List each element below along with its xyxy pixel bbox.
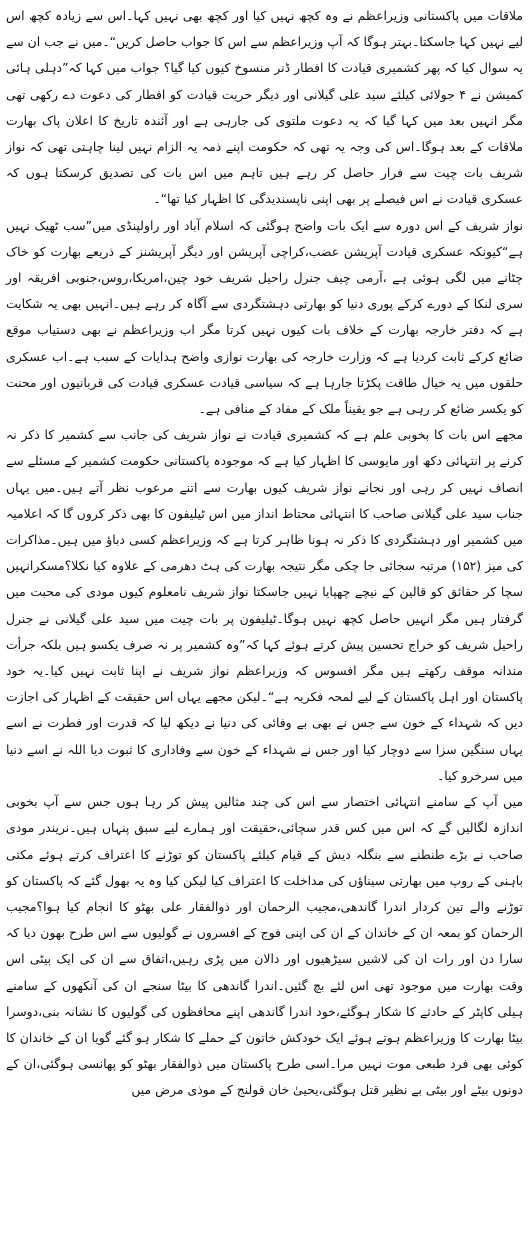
- article-paragraph-1: ملاقات میں پاکستانی وزیراعظم نے وہ کچھ نہیں کیا اور کچھ بھی نہیں کہا۔اس سے زیادہ کچھ اس لیے نہیں کہا جاسکتا۔بہتر ہوگا کہ آپ وزیراعظم سے اس کا جواب حاصل کریں“۔میں نے جب ان سے یہ سوال کیا کہ پھر کشمیری قیادت کا افطار ڈنر منسوخ کیوں کیا گیا؟ جواب میں کہا کہ”دہلی ہائی کمیشن نے ۴ جولائی کیلئے سید علی گیلانی اور دیگر حریت قیادت کو افطار کی دعوت دے رکھی تھی مگر انہیں بعد میں کہا گیا کہ یہ دعوت ملتوی کی جارہی ہے اور آئندہ تاریخ کا اعلان پاک بھارت ملاقات کے بعد ہوگا۔اس کی وجہ یہ تھی کہ حکومت اپنے ذمہ یہ الزام نہیں لینا چاہتی تھی کہ نواز شریف بات چیت سے فرار حاصل کر رہے ہیں تاہم میں اس بات کی تصدیق کرسکتا ہوں کہ عسکری قیادت نے اس فیصلے پر بھی اپنی ناپسندیدگی کا اظہار کیا تھا“۔: [6, 8, 523, 207]
- article-paragraph-4: میں آپ کے سامنے انتہائی اختصار سے اس کی چند مثالیں پیش کر رہا ہوں جس سے آپ بخوبی اندازہ لگالیں گے کہ اس میں کس قدر سچائی،حقیقت اور ہمارے لیے سبق پنہاں ہیں۔نریندر مودی صاحب نے بڑے طنطنے سے بنگلہ دیش کے قیام کیلئے پاکستان کو توڑنے کا اعتراف کرتے ہوئے مکتی باہنی کے روپ میں بھارتی سیناؤں کی مداخلت کا اعتراف کیا لیکن کیا وہ یہ بھول گئے کہ پاکستان کو توڑنے والے تین کردار اندرا گاندھی،مجیب الرحمان اور ذوالفقار علی بھٹو کا انجام کیا ہوا؟مجیب الرحمان کو بمعہ ان کے خاندان کے ان کی اپنی فوج کے افسروں نے گولیوں سے اس طرح بھون دیا کہ سارا دن اور رات ان کی لاشیں سیڑھیوں اور دالان میں پڑی رہیں،اتفاق سے ان کی ایک بیٹی اس وقت بھارت میں موجود تھی اس لئے بچ گئیں۔اندرا گاندھی کا بیٹا سنجے ان کی آنکھوں کے سامنے ہیلی کاپٹر کے حادثے کا شکار ہوگئے،خود اندرا گاندھی اپنے محافظوں کی گولیوں کا نشانہ بنی،دوسرا بیٹا بھارت کا وزیراعظم ہوتے ہوئے ایک خودکش خاتون کے حملے کا شکار ہو گئے گویا ان کے خاندان کا کوئی بھی فرد طبعی موت نہیں مرا۔اسی طرح پاکستان میں ذوالفقار بھٹو کو پھانسی ہوگئی،ان کے دونوں بیٹے اور بیٹی بے نظیر قتل ہوگئی،یحییٰ خان قولنج کے موذی مرض میں: [6, 794, 523, 1098]
- article-paragraph-3: مجھے اس بات کا بخوبی علم ہے کہ کشمیری قیادت نے نواز شریف کی جانب سے کشمیر کا ذکر نہ کرنے پر انتہائی دکھ اور مایوسی کا اظہار کیا ہے کہ موجودہ پاکستانی حکومت کشمیر کے مسئلے سے انصاف نہیں کر رہی اور نجانے نواز شریف کیوں بھارت سے اتنے مرعوب نظر آتے ہیں۔میں یہاں جناب سید علی گیلانی صاحب کا انتہائی محتاط انداز میں اس ٹیلیفون کا بھی ذکر کروں گا کہ اعلامیہ میں کشمیر اور دہشتگردی کا ذکر نہ ہونا ظاہر کرتا ہے کہ وزیراعظم کسی دباؤ میں ہیں۔مذاکرات کی میز (۱۵۲) مرتبہ سجائی جا چکی مگر نتیجہ بھارت کی ہٹ دھرمی کے علاوہ کیا نکلا؟مسکرانہیں سچا کر حقائق کو قالین کے نیچے چھپایا نہیں جاسکتا نواز شریف نامعلوم کیوں مودی کی محبت میں گرفتار ہیں مگر انہیں حاصل کچھ نہیں ہوگا۔ٹیلیفون پر بات چیت میں سید علی گیلانی نے جنرل راحیل شریف کو خراج تحسین پیش کرتے ہوئے کہا کہ”وہ کشمیر پر نہ صرف یکسو ہیں بلکہ جرأت مندانہ موقف رکھتے ہیں مگر افسوس کہ وزیراعظم نواز شریف نے اپنا ثابت نہیں کیا۔یہ خود پاکستان اور اہل پاکستان کے لیے لمحہ فکریہ ہے“۔لیکن مجھے یہاں اس حقیقت کے اظہار کی اجازت دیں کہ شہداء کے خون سے جس نے بھی بے وفائی کی دنیا نے دیکھ لیا کہ قدرت اور فطرت نے اسے یہاں سنگین سزا سے دوچار کیا اور جس نے شہداء کے خون سے وفاداری کا ثبوت دیا اللہ نے اسے دنیا میں سرخرو کیا۔: [6, 427, 523, 783]
- article-paragraph-2: نواز شریف کے اس دورہ سے ایک بات واضح ہوگئی کہ اسلام آباد اور راولپنڈی میں”سب ٹھیک نہیں ہے“کیونکہ عسکری قیادت آپریشن عضب،کراچی آپریشن اور دیگر آپریشنز کے ذریعے بھارت کو خاک چٹانے میں لگی ہوئی ہے ،آرمی چیف جنرل راحیل شریف خود چین،امریکا،روس،جنوبی افریقہ اور سری لنکا کے دورے کرکے پوری دنیا کو بھارتی دہشتگردی سے آگاہ کر رہے ہیں۔انہیں بھی یہ شکایت ہے کہ دفتر خارجہ بھارت کے خلاف بات کیوں نہیں کرتا مگر اب وزیراعظم نے بھی دستیاب موقع ضائع کرکے ثابت کردیا ہے کہ وزارت خارجہ کی بھارت نوازی واضح ہدایات کے سبب ہے۔اب عسکری حلقوں میں یہ خیال طاقت پکڑتا جارہا ہے کہ سیاسی قیادت عسکری قیادت کی قربانیوں اور محنت کو یکسر ضائع کر رہی ہے جو یقیناً ملک کے مفاد کے منافی ہے۔: [6, 217, 523, 417]
